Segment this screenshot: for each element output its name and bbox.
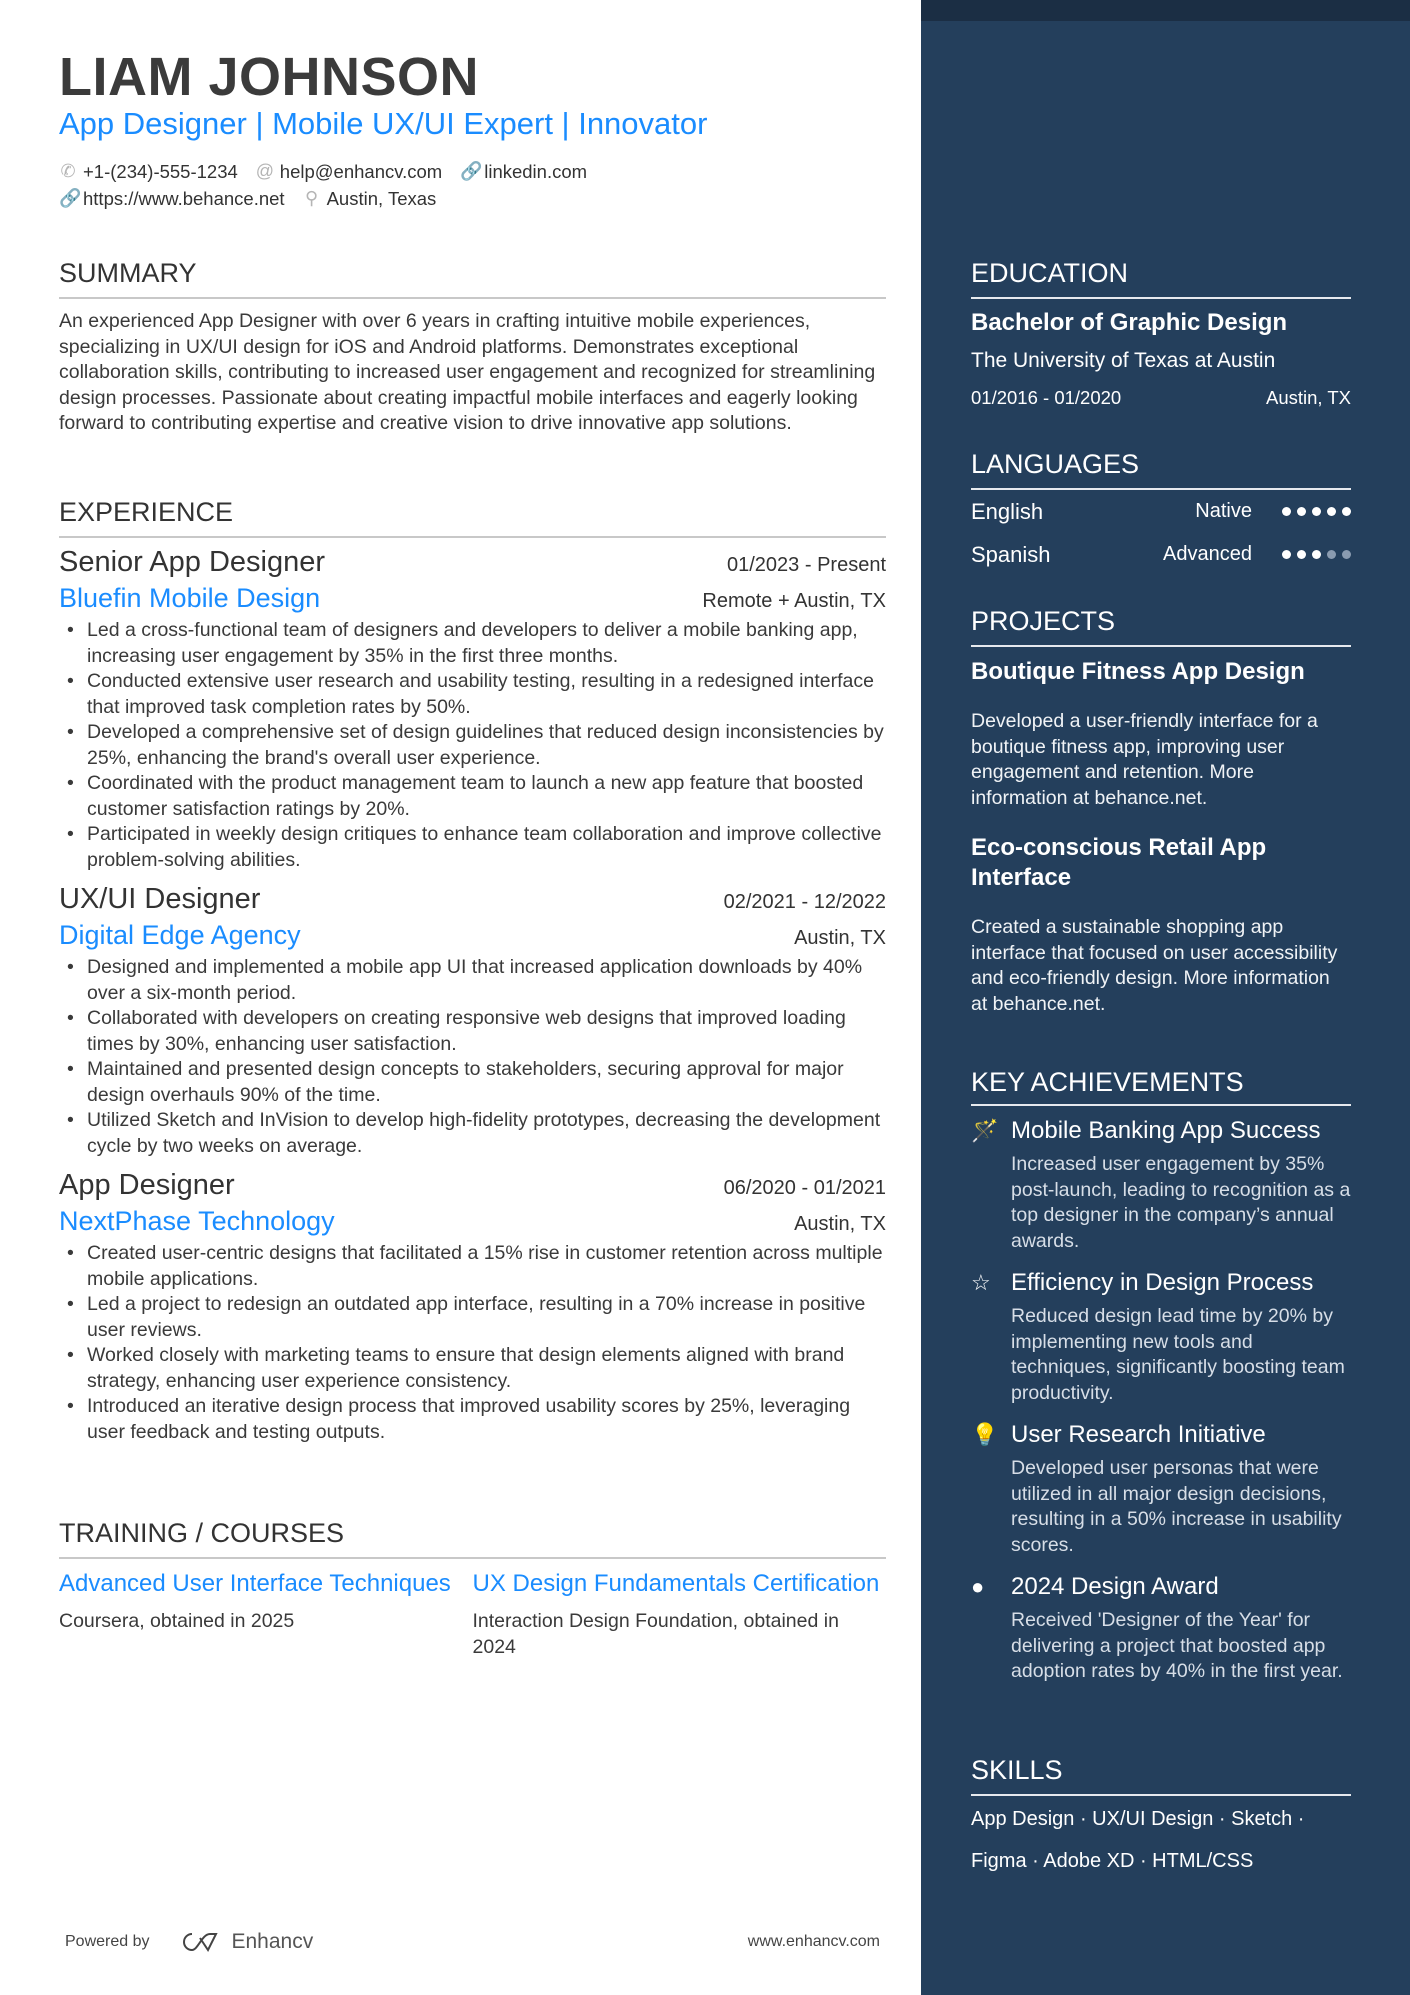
course-item [59,1569,473,1660]
job-location: Remote + Austin, TX [702,590,886,612]
contact-location: ⚲ Austin, Texas [303,185,437,212]
achievement-desc: Increased user engagement by 35% post-launch, leading to recognition as a top designer in the company’s annual awards. [1011,1153,1351,1252]
languages-section [971,449,1351,576]
achievement-item [971,1116,1351,1254]
sidebar-top-band [921,0,1410,21]
bullet-item: • Introduced an iterative design process that improved usability scores by 25%, leveraging user feedback and testing outputs. [59,1394,886,1445]
bullet-item: • Led a project to redesign an outdated app interface, resulting in a 70% increase in positive user reviews. [59,1292,886,1343]
rating-dot [1327,550,1336,559]
bullet-item: • Utilized Sketch and InVision to develop high-fidelity prototypes, decreasing the development cycle by two weeks on average. [59,1108,886,1159]
bullet-item: • Maintained and presented design concepts to stakeholders, securing approval for major design overhauls 90% of the time. [59,1057,886,1108]
magic-wand-icon: 🪄 [971,1118,999,1143]
achievements-section [971,1067,1351,1685]
school: The University of Texas at Austin [971,349,1276,372]
job-title: UX/UI Designer [59,883,261,915]
skills-line: App Design · UX/UI Design · Sketch · [971,1808,1305,1830]
course-provider: Interaction Design Foundation, obtained in 2024 [472,1610,839,1658]
rating-dot [1327,507,1336,516]
language-level: Native [1195,500,1252,522]
section-heading: KEY ACHIEVEMENTS [971,1067,1351,1106]
education-dates: 01/2016 - 01/2020 [971,387,1122,408]
experience-section [59,497,886,1445]
bullet-item: • Conducted extensive user research and usability testing, resulting in a redesigned interface that improved task completion rates by 50%. [59,669,886,720]
language-rating [1282,507,1351,516]
rating-dot [1342,550,1351,559]
section-heading: EXPERIENCE [59,497,886,538]
achievement-desc: Developed user personas that were utilized in all major design decisions, resulting in a 50% increase in usability scores. [1011,1457,1342,1556]
phone-icon: ✆ [60,161,76,181]
job-entry [59,1169,886,1445]
powered-by-label: Powered by [65,1933,150,1950]
job-date: 06/2020 - 01/2021 [723,1177,886,1199]
achievement-title: 2024 Design Award [1011,1573,1219,1600]
education-section [971,258,1351,409]
achievement-title: User Research Initiative [1011,1421,1266,1448]
at-icon: @ [255,161,275,181]
project-item [971,657,1351,811]
rating-dot [1312,507,1321,516]
brain-icon: ● [971,1574,985,1599]
skills-line: Figma · Adobe XD · HTML/CSS [971,1850,1254,1872]
rating-dot [1297,507,1306,516]
link-icon: 🔗 [59,188,82,208]
job-location: Austin, TX [794,927,886,949]
job-title: App Designer [59,1169,235,1201]
job-date: 01/2023 - Present [727,554,886,576]
course-item [473,1569,887,1660]
achievement-title: Mobile Banking App Success [1011,1117,1321,1144]
contact-behance[interactable]: 🔗 https://www.behance.net [59,185,285,212]
rating-dot [1312,550,1321,559]
education-location: Austin, TX [1265,387,1351,408]
language-name: English [971,498,1044,524]
achievement-desc: Received 'Designer of the Year' for delivering a project that boosted app adoption rates by 40% in the first year. [1011,1609,1343,1682]
rating-dot [1282,507,1291,516]
rating-dot [1297,550,1306,559]
location-icon: ⚲ [304,188,319,208]
project-item [971,833,1351,1017]
candidate-name: LIAM JOHNSON [59,47,480,107]
project-title: Eco-conscious Retail App Interface [971,834,1267,891]
contact-linkedin[interactable]: 🔗 linkedin.com [460,158,587,185]
contact-info [59,158,886,212]
training-section [59,1518,886,1660]
section-heading: SKILLS [971,1755,1351,1796]
job-location: Austin, TX [794,1213,886,1235]
bullet-item: • Worked closely with marketing teams to ensure that design elements aligned with brand strategy, enhancing user experience consistency. [59,1343,886,1394]
course-title: Advanced User Interface Techniques [59,1570,451,1597]
bullet-item: • Coordinated with the product management team to launch a new app feature that boosted customer satisfaction ratings by 20%. [59,771,886,822]
sidebar [921,0,1410,1995]
section-heading: TRAINING / COURSES [59,1518,886,1559]
course-provider: Coursera, obtained in 2025 [59,1610,295,1632]
project-desc: Created a sustainable shopping app interface that focused on user accessibility and eco-friendly design. More information at behance.net. [971,916,1338,1015]
achievement-item [971,1268,1351,1406]
summary-text: An experienced App Designer with over 6 years in crafting intuitive mobile experiences, specializing in UX/UI design for iOS and Android platforms. Demonstrates exceptional collaboration skills, contributing to increased user engagement and recognized for streamlining design processes. Passionate about creating impactful mobile interfaces and eagerly looking forward to contributing expertise and creative vision to drive innovative app solutions. [59,310,876,434]
contact-email[interactable]: @ help@enhancv.com [256,158,442,185]
job-entry [59,546,886,873]
bullet-item: • Collaborated with developers on creating responsive web designs that improved loading times by 30%, enhancing user satisfaction. [59,1006,886,1057]
bullet-item: • Created user-centric designs that facilitated a 15% rise in customer retention across multiple mobile applications. [59,1241,886,1292]
job-title: Senior App Designer [59,546,325,578]
language-rating [1282,550,1351,559]
job-entry [59,883,886,1159]
contact-phone[interactable]: ✆ +1-(234)-555-1234 [59,158,238,185]
section-heading: PROJECTS [971,606,1351,647]
skills-section [971,1755,1351,1882]
project-title: Boutique Fitness App Design [971,658,1305,685]
section-heading: SUMMARY [59,258,886,299]
section-heading: EDUCATION [971,258,1351,299]
company-name: Digital Edge Agency [59,920,301,950]
language-item [971,533,1351,576]
company-name: NextPhase Technology [59,1206,335,1236]
section-heading: LANGUAGES [971,449,1351,490]
language-level: Advanced [1163,543,1252,565]
job-date: 02/2021 - 12/2022 [723,891,886,913]
bullet-item: • Led a cross-functional team of designers and developers to deliver a mobile banking app, increasing user engagement by 35% in the first three months. [59,618,886,669]
bullet-item: • Designed and implemented a mobile app UI that increased application downloads by 40% over a six-month period. [59,955,886,1006]
bullet-item: • Developed a comprehensive set of design guidelines that reduced design inconsistencies by 25%, enhancing the brand's overall user experience. [59,720,886,771]
achievement-item [971,1572,1351,1685]
footer [65,1930,880,1954]
bullet-item: • Participated in weekly design critiques to enhance team collaboration and improve collective problem-solving abilities. [59,822,886,873]
rating-dot [1282,550,1291,559]
enhancv-logo-icon: Enhancv [178,1930,314,1954]
rating-dot [1342,507,1351,516]
degree: Bachelor of Graphic Design [971,309,1288,336]
summary-section [59,258,886,437]
star-icon: ☆ [971,1270,991,1295]
achievement-title: Efficiency in Design Process [1011,1269,1314,1296]
company-name: Bluefin Mobile Design [59,583,321,613]
language-item [971,490,1351,533]
project-desc: Developed a user-friendly interface for a boutique fitness app, improving user engagement and retention. More information at behance.net. [971,710,1318,809]
course-title: UX Design Fundamentals Certification [472,1570,880,1597]
link-icon: 🔗 [460,161,483,181]
language-name: Spanish [971,541,1051,567]
lightbulb-icon: 💡 [971,1422,999,1447]
achievement-item [971,1420,1351,1558]
footer-url[interactable]: www.enhancv.com [747,1933,880,1950]
achievement-desc: Reduced design lead time by 20% by implementing new tools and techniques, significantly boosting team productivity. [1011,1305,1345,1404]
projects-section [971,606,1351,1017]
candidate-title: App Designer | Mobile UX/UI Expert | Innovator [59,106,708,141]
